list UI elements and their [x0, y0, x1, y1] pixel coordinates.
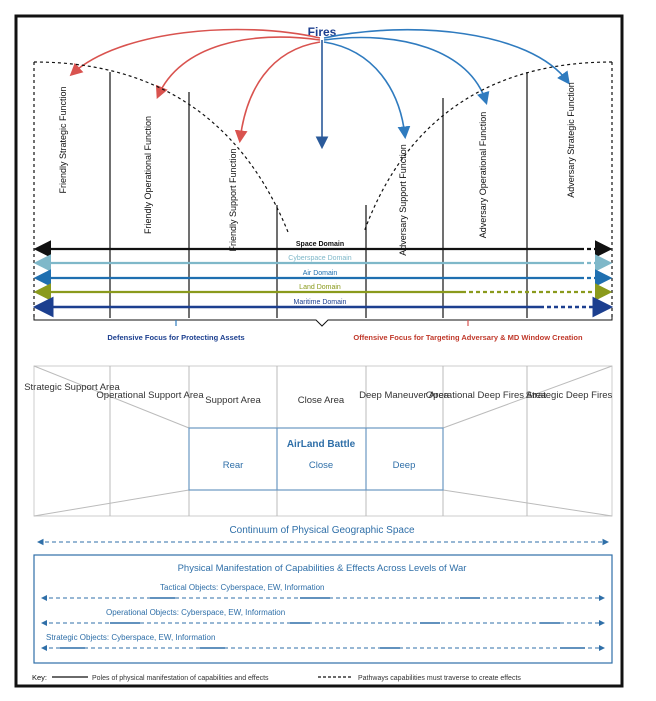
fires-title: Fires — [307, 25, 337, 39]
label-adversary-operational: Adversary Operational Function — [478, 111, 488, 239]
label-adversary-support: Adversary Support Function — [398, 144, 408, 256]
area-close: Close Area — [297, 395, 345, 406]
domain-label-space: Space Domain — [295, 241, 345, 248]
defensive-focus-label: Defensive Focus for Protecting Assets — [107, 333, 245, 342]
airland-battle-title: AirLand Battle — [286, 439, 356, 450]
domain-label-cyberspace: Cyberspace Domain — [288, 255, 352, 262]
key-label: Key: — [32, 673, 48, 682]
key-solid-label: Poles of physical manifestation of capabilities and effects — [92, 675, 269, 682]
label-friendly-support: Friendly Support Function — [228, 148, 238, 252]
domain-label-maritime: Maritime Domain — [293, 299, 347, 306]
area-operational-support: Operational Support Area — [96, 390, 204, 401]
manifestation-row-strategic-label: Strategic Objects: Cyberspace, EW, Information — [46, 633, 216, 642]
area-operational-deep-fires: Operational Deep Fires Area — [425, 390, 547, 401]
key-dashed-label: Pathways capabilities must traverse to create effects — [358, 675, 521, 682]
continuum-label: Continuum of Physical Geographic Space — [229, 525, 415, 536]
offensive-focus-label: Offensive Focus for Targeting Adversary & MD Window Creation — [353, 333, 583, 342]
manifestation-row-tactical-label: Tactical Objects: Cyberspace, EW, Information — [160, 583, 325, 592]
area-strategic-support: Strategic Support Area — [24, 382, 120, 393]
airland-deep: Deep — [392, 460, 416, 471]
area-deep-maneuver: Deep Maneuver Area — [359, 390, 449, 401]
domain-label-air: Air Domain — [302, 270, 338, 277]
airland-close: Close — [308, 460, 334, 471]
area-support: Support Area — [205, 395, 261, 406]
label-friendly-strategic: Friendly Strategic Function — [58, 86, 68, 194]
domain-label-land: Land Domain — [299, 284, 341, 291]
area-strategic-deep-fires: Strategic Deep Fires — [525, 390, 613, 401]
airland-rear: Rear — [222, 460, 244, 471]
manifestation-row-operational-label: Operational Objects: Cyberspace, EW, Information — [106, 608, 286, 617]
label-adversary-strategic: Adversary Strategic Function — [566, 82, 576, 198]
label-friendly-operational: Friendly Operational Function — [143, 115, 153, 235]
manifestation-title: Physical Manifestation of Capabilities & Effects Across Levels of War — [177, 563, 467, 574]
